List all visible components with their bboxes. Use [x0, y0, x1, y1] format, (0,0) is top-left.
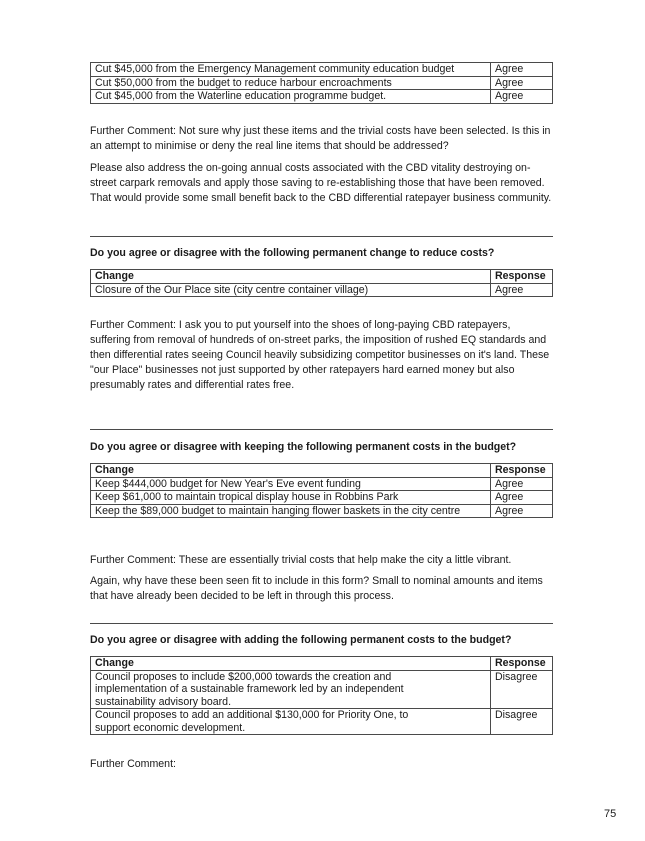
question-heading — [90, 246, 553, 261]
response-cell: Agree — [491, 477, 553, 491]
table-row — [91, 63, 553, 77]
divider — [90, 429, 553, 430]
comment-text: Further Comment: These are essentially trivial costs that help make the city a little vibrant. — [90, 554, 512, 566]
response-cell: Agree — [491, 90, 553, 104]
question-heading — [90, 440, 553, 455]
keep-costs-section — [90, 463, 553, 518]
further-comment — [90, 574, 553, 604]
response-header: Response — [491, 464, 553, 478]
comment-text: Further Comment: Not sure why just these items and the trivial costs have been selected. Is this in an attempt to minimise or deny the real line items that should be addressed? — [90, 125, 551, 152]
further-comment — [90, 318, 553, 393]
change-cell: Closure of the Our Place site (city centre container village) — [91, 283, 491, 297]
add-costs-section — [90, 656, 553, 735]
change-header: Change — [91, 270, 491, 284]
further-comment — [90, 553, 553, 568]
table-header-row — [91, 270, 553, 284]
table-row — [91, 491, 553, 505]
table-header-row — [91, 464, 553, 478]
change-cell: Cut $45,000 from the Waterline education programme budget. — [91, 90, 491, 104]
table-row — [91, 76, 553, 90]
comment-text: Again, why have these been seen fit to include in this form? Small to nominal amounts and items that have already been decided to be left in through this process. — [90, 575, 543, 602]
cuts-section — [90, 62, 553, 104]
change-cell: Council proposes to include $200,000 towards the creation and implementation of a sustainable framework led by an independent sustainability advisory board. — [91, 670, 491, 709]
question-text: Do you agree or disagree with keeping the following permanent costs in the budget? — [90, 441, 517, 453]
response-cell: Disagree — [491, 709, 553, 735]
question-text: Do you agree or disagree with adding the following permanent costs to the budget? — [90, 634, 512, 646]
table-row — [91, 504, 553, 518]
question-text: Do you agree or disagree with the following permanent change to reduce costs? — [90, 247, 495, 259]
table-row — [91, 709, 553, 735]
comment-text: Further Comment: I ask you to put yourself into the shoes of long-paying CBD ratepayers, suffering from removal of hundreds of on-street parks, the imposition of rushed EQ standards and then differential rates seeing Council heavily subsidizing competitor businesses on it's land. These "our Place" businesses not just supported by other ratepayers hard earned money but also presumably rates and differential rates free. — [90, 319, 550, 391]
comment-text: Please also address the on-going annual costs associated with the CBD vitality destroying on-street carpark removals and apply those saving to re-establishing those that have been removed. That would provide some small benefit back to the CBD differential ratepayer business community. — [90, 162, 552, 204]
response-cell: Agree — [491, 491, 553, 505]
change-cell: Keep $444,000 budget for New Year's Eve event funding — [91, 477, 491, 491]
cuts-table — [90, 62, 553, 104]
table-row — [91, 670, 553, 709]
table-row — [91, 283, 553, 297]
divider — [90, 623, 553, 624]
change-cell: Cut $45,000 from the Emergency Management community education budget — [91, 63, 491, 77]
response-cell: Agree — [491, 283, 553, 297]
page-number: 75 — [604, 808, 617, 820]
table-row — [91, 90, 553, 104]
response-cell: Agree — [491, 504, 553, 518]
reduce-costs-table — [90, 269, 553, 297]
change-cell: Cut $50,000 from the budget to reduce harbour encroachments — [91, 76, 491, 90]
add-costs-table — [90, 656, 553, 735]
further-comment — [90, 161, 553, 206]
table-row — [91, 477, 553, 491]
response-header: Response — [491, 657, 553, 671]
change-header: Change — [91, 657, 491, 671]
response-cell: Agree — [491, 76, 553, 90]
change-cell: Keep the $89,000 budget to maintain hanging flower baskets in the city centre — [91, 504, 491, 518]
response-header: Response — [491, 270, 553, 284]
further-comment — [90, 757, 553, 772]
change-header: Change — [91, 464, 491, 478]
change-cell: Keep $61,000 to maintain tropical display house in Robbins Park — [91, 491, 491, 505]
keep-costs-table — [90, 463, 553, 518]
response-cell: Agree — [491, 63, 553, 77]
further-comment — [90, 124, 553, 154]
comment-text: Further Comment: — [90, 758, 176, 770]
question-heading — [90, 633, 553, 648]
response-cell: Disagree — [491, 670, 553, 709]
reduce-costs-section — [90, 269, 553, 297]
divider — [90, 236, 553, 237]
table-header-row — [91, 657, 553, 671]
change-cell: Council proposes to add an additional $130,000 for Priority One, to support economic development. — [91, 709, 491, 735]
